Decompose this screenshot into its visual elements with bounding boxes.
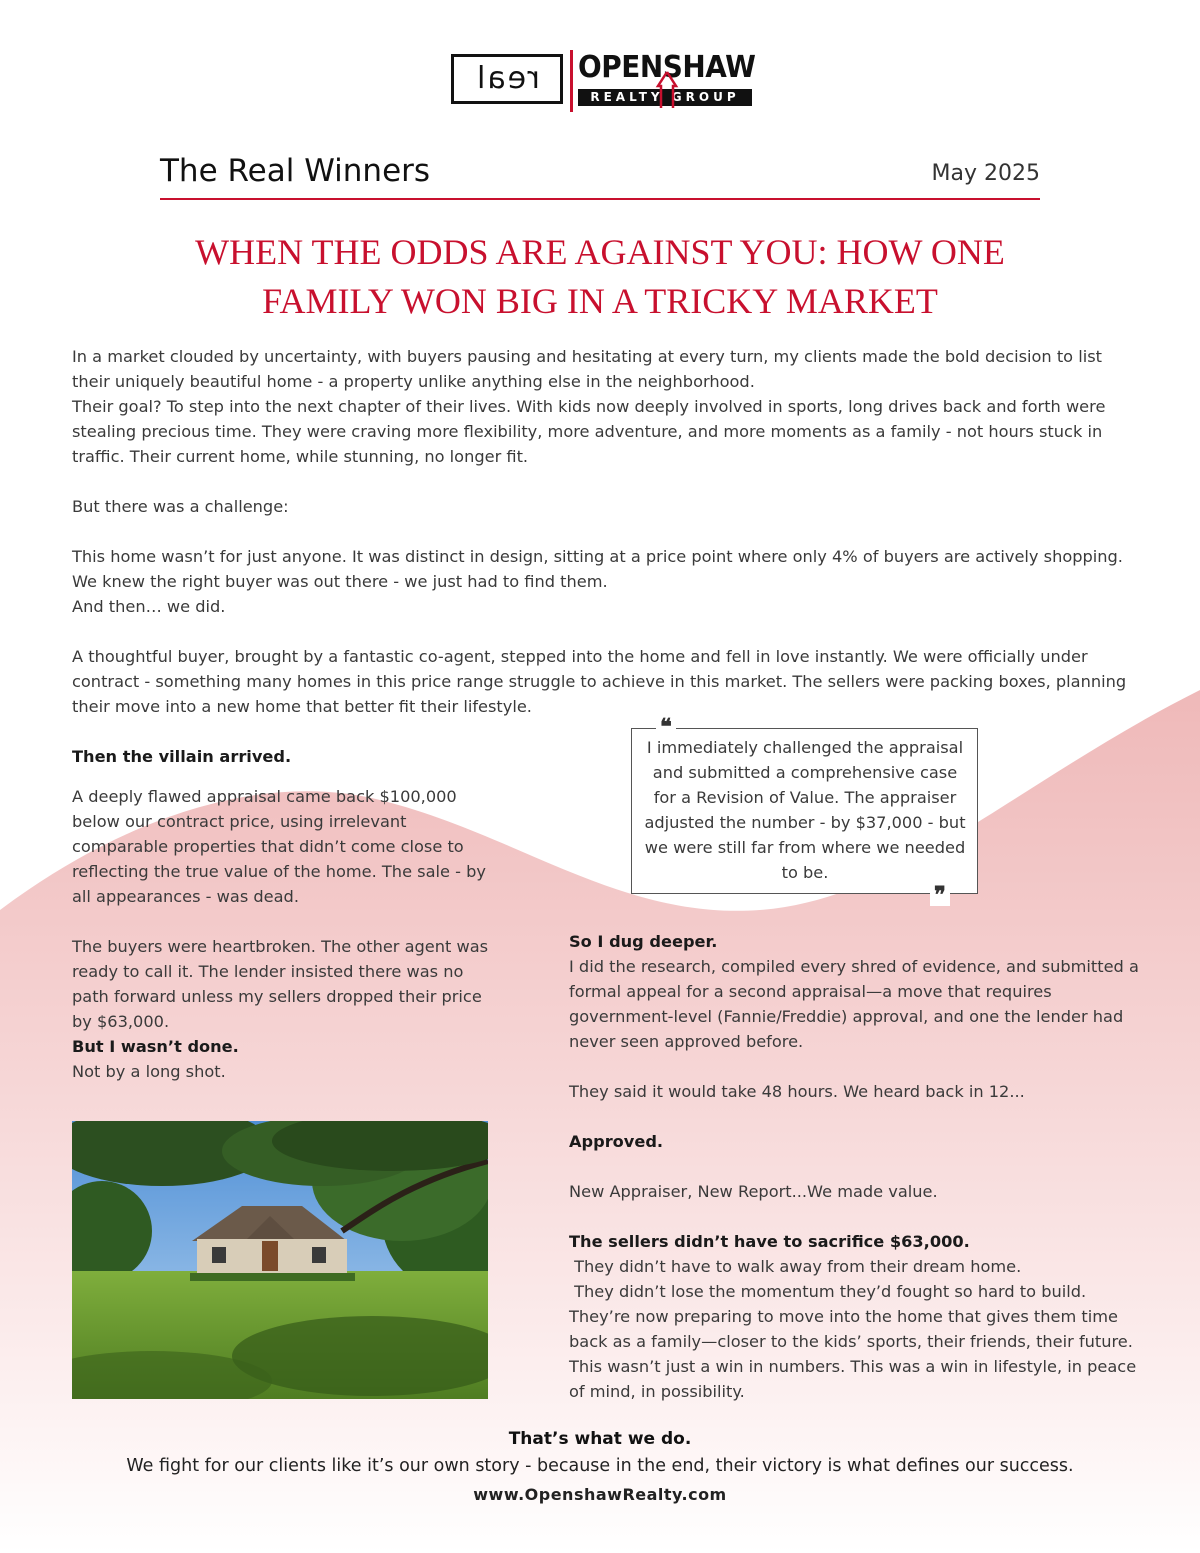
walk-away-line: They didn’t have to walk away from their dream home. [569,1257,1022,1276]
new-appraiser-line: New Appraiser, New Report...We made value. [569,1182,938,1201]
intro-paragraph: But there was a challenge: [72,497,289,516]
dug-deeper-heading: So I dug deeper. [569,932,718,951]
house-photo [72,1121,488,1399]
intro-paragraph: In a market clouded by uncertainty, with buyers pausing and hesitating at every turn, my clients made the bold decision to list their uniquely beautiful home - a property unlike anything else in the neighborhood. [72,347,1103,391]
dug-deeper-paragraph: I did the research, compiled every shred of evidence, and submitted a formal appeal for a second appraisal—a move that requires government-level (Fannie/Freddie) approval, and one the lender had never seen approved before. [569,957,1139,1051]
buyers-paragraph: The buyers were heartbroken. The other agent was ready to call it. The lender insisted there was no path forward unless my sellers dropped their price by $63,000. [72,937,489,1031]
appraisal-paragraph: A deeply flawed appraisal came back $100,000 below our contract price, using irrelevant comparable properties that didn’t come close to reflecting the true value of the home. The sale - by all appearances - was dead. [72,787,486,906]
article-headline [150,228,1050,326]
pull-quote-text: I immediately challenged the appraisal and submitted a comprehensive case for a Revision of Value. The appraiser adjusted the number - by $37,000 - but we were still far from where we needed to be. [644,738,966,882]
left-column [72,744,502,1084]
website-link[interactable]: www.OpenshawRealty.com [473,1485,727,1504]
closing-statement: We fight for our clients like it’s our own story - because in the end, their victory is what defines our success. [126,1456,1074,1476]
real-brokerage-logo [451,54,563,104]
openshaw-logo-text: OPENSHAW [578,50,756,85]
issue-date: May 2025 [931,161,1040,186]
headline-line-2: FAMILY WON BIG IN A TRICKY MARKET [262,281,938,321]
headline-line-1: WHEN THE ODDS ARE AGAINST YOU: HOW ONE [195,232,1005,272]
intro-paragraph: A thoughtful buyer, brought by a fantastic co-agent, stepped into the home and fell in love instantly. We were officially under contract - something many homes in this price range struggle to achieve in this market. The sellers were packing boxes, planning their move into a new home that better fit their lifestyle. [72,647,1127,716]
intro-paragraph: This home wasn’t for just anyone. It was distinct in design, sitting at a price point where only 4% of buyers are actively shopping. [72,547,1123,566]
open-quote-icon: ❝ [656,716,676,738]
win-line: This wasn’t just a win in numbers. This was a win in lifestyle, in peace of mind, in possibility. [569,1357,1137,1401]
intro-paragraph: Their goal? To step into the next chapter of their lives. With kids now deeply involved in sports, long drives back and forth were stealing precious time. They were craving more flexibility, more adventure, and more moments as a family - not hours stuck in traffic. Their current home, while stunning, no longer fit. [72,397,1106,466]
hours-paragraph: They said it would take 48 hours. We heard back in 12... [569,1082,1025,1101]
house-roof-icon [654,70,680,110]
sellers-heading: The sellers didn’t have to sacrifice $63,000. [569,1232,970,1251]
right-column [569,929,1144,1404]
preparing-line: They’re now preparing to move into the home that gives them time back as a family—closer to the kids’ sports, their friends, their future. [569,1307,1133,1351]
logo-divider [570,50,573,112]
not-done-line: But I wasn’t done. [72,1037,239,1056]
villain-heading: Then the villain arrived. [72,747,292,766]
header-divider [160,198,1040,200]
article-intro [72,344,1142,719]
intro-paragraph: And then… we did. [72,597,226,616]
long-shot-line: Not by a long shot. [72,1062,226,1081]
newsletter-title: The Real Winners [160,153,431,189]
closing-tagline: That’s what we do. [508,1429,692,1449]
realty-group-banner: REALTY GROUP [578,89,752,106]
approved-line: Approved. [569,1132,664,1151]
close-quote-icon: ❞ [930,884,950,906]
real-logo-text: real [474,61,540,96]
intro-paragraph: We knew the right buyer was out there - we just had to find them. [72,572,608,591]
momentum-line: They didn’t lose the momentum they’d fought so hard to build. [569,1282,1087,1301]
